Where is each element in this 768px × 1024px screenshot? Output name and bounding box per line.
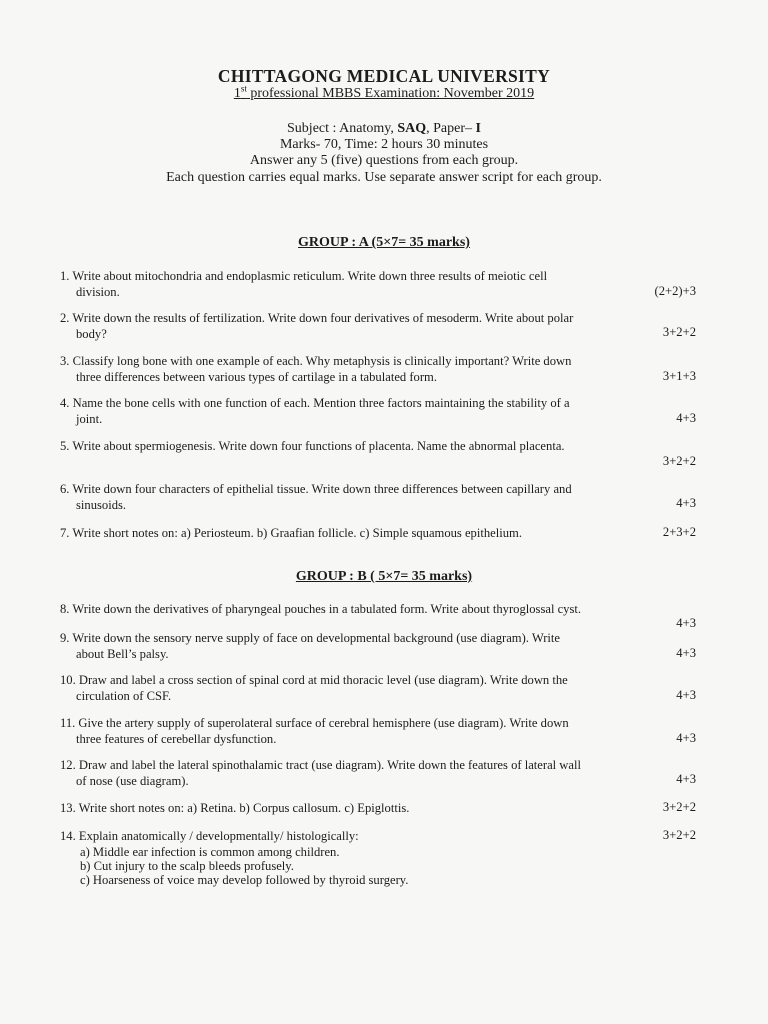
university-name: CHITTAGONG MEDICAL UNIVERSITY: [217, 66, 551, 86]
question-14-item-a: a) Middle ear infection is common among children.: [80, 845, 340, 859]
question-5-marks: 3+2+2: [662, 454, 696, 468]
question-14-item-c: c) Hoarseness of voice may develop followed by thyroid surgery.: [80, 873, 409, 887]
instruction-answer: Answer any 5 (five) questions from each group.: [249, 153, 519, 168]
question-2: 2. Write down the results of fertilization. Write down four derivatives of mesoderm. Write about polar body?: [60, 311, 574, 341]
question-6: 6. Write down four characters of epithelial tissue. Write down three differences between capillary and sinusoids.: [60, 482, 572, 512]
question-13-marks: 3+2+2: [662, 800, 696, 814]
question-2-marks: 3+2+2: [662, 325, 696, 339]
exam-name: professional MBBS Examination: November 2019: [246, 86, 535, 101]
question-3: 3. Classify long bone with one example of each. Why metaphysis is clinically important? Write down three differences between various types of cartilage in a tabulated form.: [60, 354, 572, 384]
question-12: 12. Draw and label the lateral spinothalamic tract (use diagram). Write down the features of lateral wall of nose (use diagram).: [60, 758, 581, 788]
marks-time: Marks- 70, Time: 2 hours 30 minutes: [279, 137, 489, 152]
question-9: 9. Write down the sensory nerve supply of face on developmental background (use diagram). Write about Bell’s palsy.: [60, 631, 561, 661]
question-7-marks: 2+3+2: [662, 525, 696, 539]
subject-paper: I: [475, 121, 481, 136]
question-9-marks: 4+3: [676, 646, 696, 660]
question-7: 7. Write short notes on: a) Periosteum. b) Graafian follicle. c) Simple squamous epithelium.: [60, 526, 522, 540]
question-8: 8. Write down the derivatives of pharyngeal pouches in a tabulated form. Write about thyroglossal cyst.: [60, 602, 582, 616]
question-14-marks: 3+2+2: [662, 828, 696, 842]
subject-saq: SAQ: [397, 121, 427, 136]
exam-title: [0, 83, 768, 102]
question-11: 11. Give the artery supply of superolateral surface of cerebral hemisphere (use diagram). Write down three features of cerebellar dysfunction.: [60, 716, 569, 746]
question-11-marks: 4+3: [676, 731, 696, 745]
subject-line: Subject : Anatomy, SAQ, Paper– I: [287, 121, 481, 136]
question-10-marks: 4+3: [676, 688, 696, 702]
question-1-marks: (2+2)+3: [654, 284, 696, 298]
question-5: 5. Write about spermiogenesis. Write down four functions of placenta. Name the abnormal placenta.: [60, 439, 565, 453]
exam-year-number: 1: [233, 86, 241, 101]
question-10: 10. Draw and label a cross section of spinal cord at mid thoracic level (use diagram). Write down the circulation of CSF.: [60, 673, 568, 703]
question-4-marks: 4+3: [676, 411, 696, 425]
question-4: 4. Name the bone cells with one function of each. Mention three factors maintaining the stability of a joint.: [60, 396, 570, 426]
group-a-title: GROUP : A (5×7= 35 marks): [298, 235, 470, 250]
question-13: 13. Write short notes on: a) Retina. b) Corpus callosum. c) Epiglottis.: [60, 801, 410, 815]
exam-ordinal-suffix: st: [240, 83, 247, 94]
question-12-marks: 4+3: [676, 772, 696, 786]
group-b-title: GROUP : B ( 5×7= 35 marks): [295, 569, 473, 584]
question-8-marks: 4+3: [676, 616, 696, 630]
question-3-marks: 3+1+3: [662, 369, 696, 383]
question-1: 1. Write about mitochondria and endoplasmic reticulum. Write down three results of meiotic cell division.: [60, 269, 548, 299]
question-14-item-b: b) Cut injury to the scalp bleeds profusely.: [80, 859, 294, 873]
question-14: 14. Explain anatomically / developmentally/ histologically:: [60, 829, 359, 843]
question-6-marks: 4+3: [676, 496, 696, 510]
instruction-marks: Each question carries equal marks. Use separate answer script for each group.: [166, 170, 602, 185]
